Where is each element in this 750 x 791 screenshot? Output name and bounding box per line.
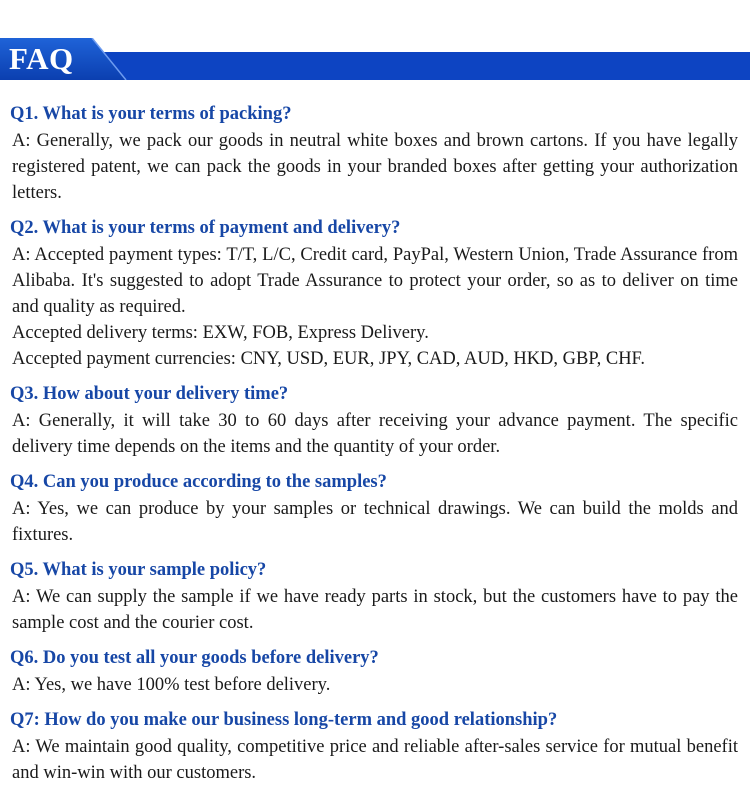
faq-answer-paragraph: A: Generally, it will take 30 to 60 days after receiving your advance payment. The specific delivery time depends on the items and the quantity of your order. bbox=[12, 411, 738, 457]
faq-question: Q5. What is your sample policy? bbox=[10, 560, 267, 580]
faq-answer-paragraph: A: We maintain good quality, competitive price and reliable after-sales service for mutual benefit and win-win with our customers. bbox=[12, 737, 738, 783]
faq-item-q7 bbox=[12, 708, 738, 786]
faq-answer bbox=[12, 242, 738, 372]
faq-question: Q1. What is your terms of packing? bbox=[10, 104, 292, 124]
faq-answer-paragraph: A: Accepted payment types: T/T, L/C, Credit card, PayPal, Western Union, Trade Assurance from Alibaba. It's suggested to adopt Trade Assurance to protect your order, so as to deliver on time and quality as required. bbox=[12, 245, 738, 317]
faq-item-q1 bbox=[12, 102, 738, 206]
faq-item-q6 bbox=[12, 646, 738, 698]
faq-answer-paragraph: A: Yes, we have 100% test before delivery. bbox=[12, 675, 331, 695]
header-banner-shape bbox=[0, 38, 750, 80]
faq-answer-paragraph: Accepted delivery terms: EXW, FOB, Express Delivery. bbox=[12, 323, 429, 343]
faq-answer-paragraph: Accepted payment currencies: CNY, USD, EUR, JPY, CAD, AUD, HKD, GBP, CHF. bbox=[12, 349, 645, 369]
faq-answer-paragraph: A: Yes, we can produce by your samples or technical drawings. We can build the molds and fixtures. bbox=[12, 499, 738, 545]
faq-question: Q6. Do you test all your goods before delivery? bbox=[10, 648, 379, 668]
faq-item-q5 bbox=[12, 558, 738, 636]
faq-list bbox=[0, 80, 750, 786]
faq-question: Q4. Can you produce according to the samples? bbox=[10, 472, 387, 492]
faq-answer bbox=[12, 672, 738, 698]
faq-answer bbox=[12, 584, 738, 636]
faq-header-bar bbox=[0, 38, 750, 80]
faq-question: Q3. How about your delivery time? bbox=[10, 384, 289, 404]
faq-question: Q2. What is your terms of payment and delivery? bbox=[10, 218, 401, 238]
faq-question: Q7: How do you make our business long-term and good relationship? bbox=[10, 710, 558, 730]
page-title: FAQ bbox=[9, 41, 74, 76]
faq-answer-paragraph: A: Generally, we pack our goods in neutral white boxes and brown cartons. If you have legally registered patent, we can pack the goods in your branded boxes after getting your authorization letters. bbox=[12, 131, 738, 203]
faq-item-q2 bbox=[12, 216, 738, 372]
faq-answer bbox=[12, 128, 738, 206]
faq-answer bbox=[12, 408, 738, 460]
faq-item-q4 bbox=[12, 470, 738, 548]
faq-answer bbox=[12, 734, 738, 786]
faq-answer-paragraph: A: We can supply the sample if we have ready parts in stock, but the customers have to pay the sample cost and the courier cost. bbox=[12, 587, 738, 633]
faq-answer bbox=[12, 496, 738, 548]
faq-header bbox=[0, 0, 750, 80]
faq-item-q3 bbox=[12, 382, 738, 460]
